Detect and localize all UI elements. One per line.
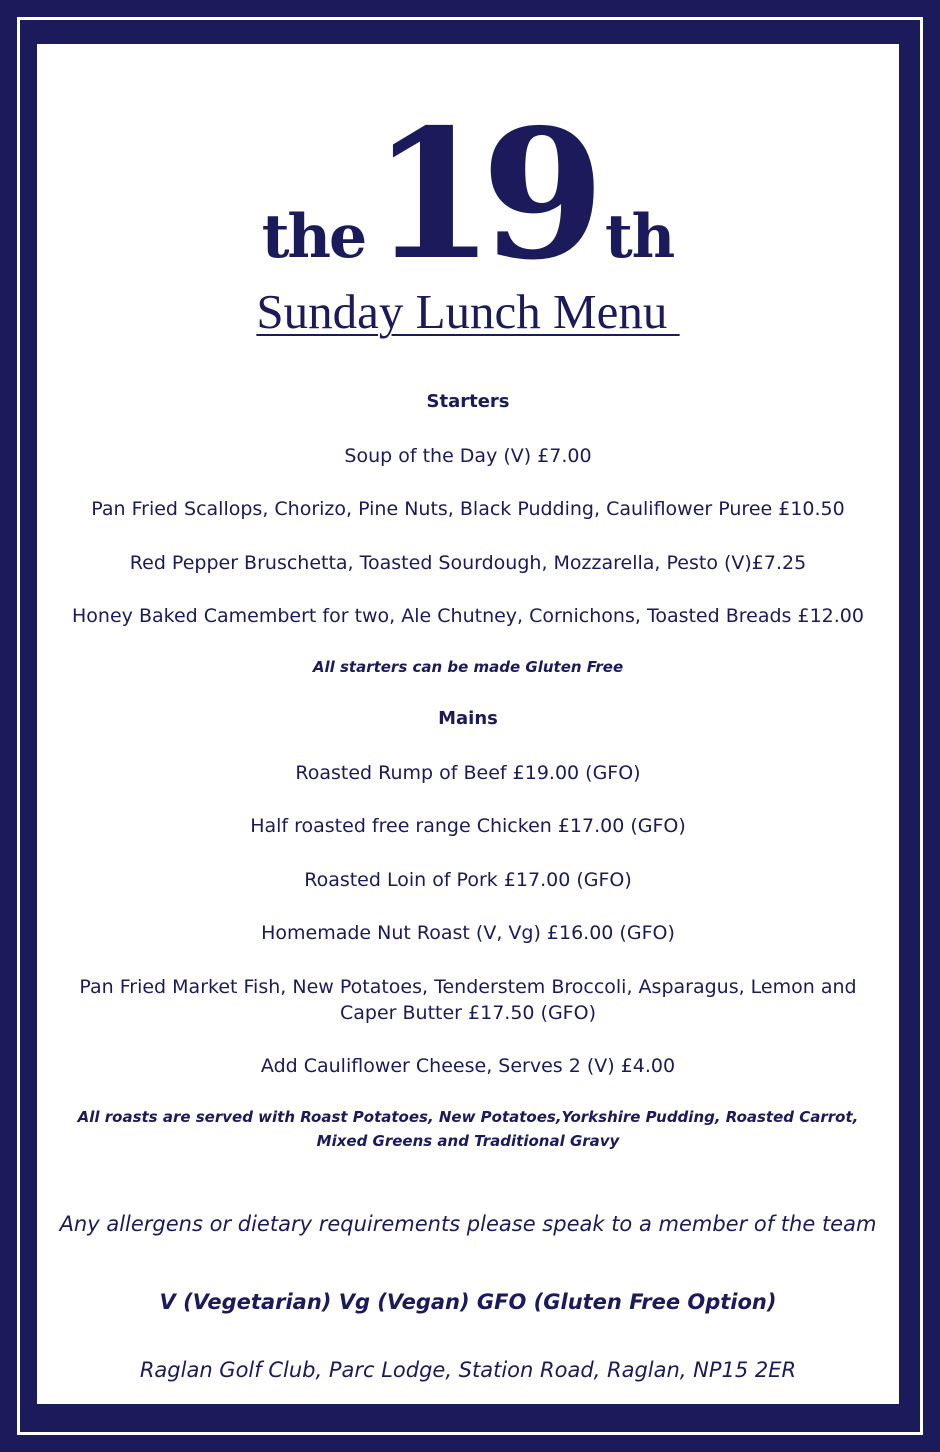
allergen-notice: Any allergens or dietary requirements please speak to a member of the team	[59, 1212, 877, 1236]
menu-panel	[37, 44, 899, 1404]
logo-number: 19	[371, 90, 591, 299]
main-item: Roasted Rump of Beef £19.00 (GFO)	[295, 762, 641, 784]
starters-heading: Starters	[426, 391, 510, 412]
main-item: Roasted Loin of Pork £17.00 (GFO)	[304, 869, 632, 891]
mains-note-line-2: Mixed Greens and Traditional Gravy	[316, 1132, 620, 1150]
main-item: Homemade Nut Roast (V, Vg) £16.00 (GFO)	[261, 922, 675, 944]
dietary-legend: V (Vegetarian) Vg (Vegan) GFO (Gluten Free Option)	[159, 1290, 777, 1314]
starter-item: Honey Baked Camembert for two, Ale Chutney, Cornichons, Toasted Breads £12.00	[72, 605, 864, 627]
main-item: Pan Fried Market Fish, New Potatoes, Tenderstem Broccoli, Asparagus, Lemon and	[79, 976, 857, 998]
main-item: Half roasted free range Chicken £17.00 (GFO)	[250, 815, 686, 837]
starter-item: Pan Fried Scallops, Chorizo, Pine Nuts, Black Pudding, Cauliflower Puree £10.50	[91, 498, 845, 520]
logo-suffix: th	[604, 202, 675, 272]
mains-heading: Mains	[438, 708, 498, 729]
starter-item: Red Pepper Bruschetta, Toasted Sourdough, Mozzarella, Pesto (V)£7.25	[129, 552, 807, 574]
club-address: Raglan Golf Club, Parc Lodge, Station Road, Raglan, NP15 2ER	[139, 1358, 797, 1382]
page-title: Sunday Lunch Menu	[256, 284, 680, 339]
logo-prefix: the	[261, 202, 366, 272]
starter-item: Soup of the Day (V) £7.00	[344, 445, 592, 467]
mains-note-line-1: All roasts are served with Roast Potatoes, New Potatoes,Yorkshire Pudding, Roasted Carrot,	[77, 1108, 859, 1126]
logo	[37, 90, 899, 299]
main-item: Add Cauliflower Cheese, Serves 2 (V) £4.00	[260, 1055, 676, 1077]
starters-note: All starters can be made Gluten Free	[312, 658, 624, 676]
main-item-continued: Caper Butter £17.50 (GFO)	[340, 1002, 596, 1024]
